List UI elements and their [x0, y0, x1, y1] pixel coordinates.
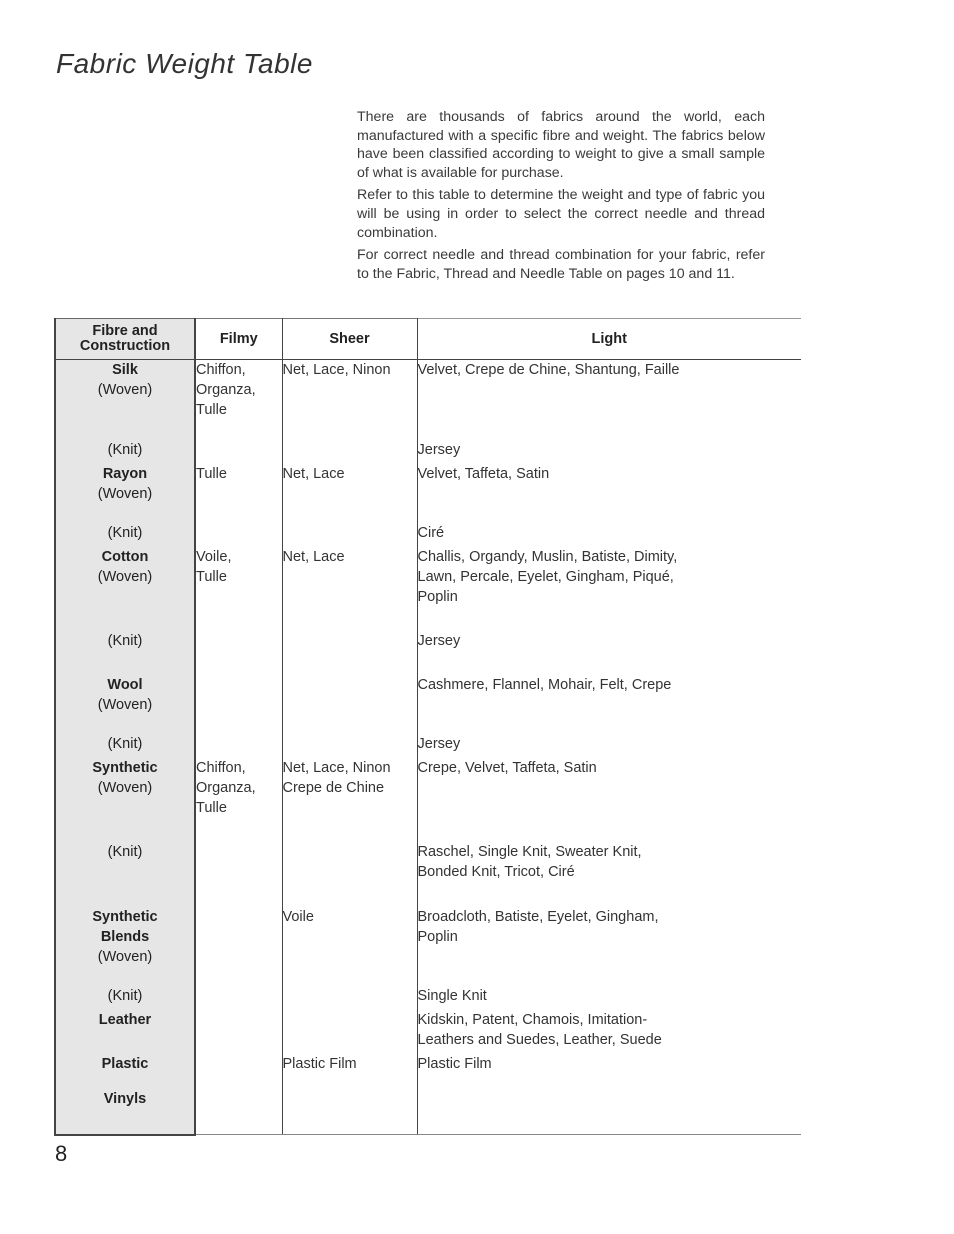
table-row [55, 1089, 801, 1135]
cell-fibre-construction [55, 907, 195, 986]
fibre-name: Synthetic [92, 759, 158, 776]
cell-fibre-construction [55, 842, 195, 907]
cell-fibre-construction [55, 523, 195, 547]
fibre-name: Blends [100, 928, 150, 945]
cell-filmy-line: Tulle [196, 799, 227, 816]
cell-sheer [282, 842, 417, 907]
cell-fibre-construction [55, 1089, 195, 1135]
table-row [55, 907, 801, 986]
fabric-weight-table [54, 318, 801, 1136]
construction-type: (Knit) [107, 843, 143, 860]
cell-filmy [195, 1010, 282, 1054]
cell-filmy [195, 675, 282, 734]
cell-sheer [282, 1010, 417, 1054]
cell-filmy [195, 734, 282, 758]
cell-filmy [195, 631, 282, 675]
cell-light: Jersey [417, 735, 461, 752]
table-row [55, 986, 801, 1010]
header-filmy: Filmy [195, 319, 282, 360]
cell-fibre-construction [55, 547, 195, 631]
cell-filmy-line: Tulle [196, 568, 227, 585]
cell-sheer [282, 1089, 417, 1135]
cell-light [417, 1089, 801, 1135]
cell-fibre-construction [55, 734, 195, 758]
page-number: 8 [55, 1141, 68, 1166]
cell-sheer-line: Net, Lace, Ninon [282, 759, 391, 776]
cell-sheer: Voile [282, 907, 417, 986]
cell-sheer [282, 758, 417, 842]
cell-filmy [195, 1089, 282, 1135]
cell-fibre-construction [55, 1054, 195, 1089]
cell-filmy [195, 842, 282, 907]
cell-light: Crepe, Velvet, Taffeta, Satin [417, 759, 597, 776]
fibre-name: Vinyls [103, 1090, 147, 1107]
construction-type: (Woven) [97, 779, 153, 796]
cell-light [417, 547, 801, 631]
header-sheer: Sheer [282, 319, 417, 360]
intro-paragraph: There are thousands of fabrics around the world, each manufactured with a specific fibre and weight. The fabrics below have been classified according to weight to give a small sample of what is available for purchase. [357, 109, 765, 181]
fibre-name: Wool [107, 676, 143, 693]
cell-sheer [282, 675, 417, 734]
cell-light-line: Bonded Knit, Tricot, Ciré [417, 863, 575, 880]
cell-light [417, 1010, 801, 1054]
intro-text [357, 108, 765, 287]
cell-light-line: Poplin [417, 928, 458, 945]
construction-type: (Woven) [97, 382, 153, 398]
cell-sheer [282, 523, 417, 547]
cell-light [417, 842, 801, 907]
cell-filmy-line: Chiffon, [196, 759, 246, 776]
cell-light: Cashmere, Flannel, Mohair, Felt, Crepe [417, 676, 672, 693]
cell-sheer [282, 986, 417, 1010]
cell-sheer: Net, Lace [282, 464, 417, 523]
cell-filmy [195, 907, 282, 986]
cell-light: Jersey [417, 441, 461, 458]
table-row [55, 464, 801, 523]
cell-light: Jersey [417, 632, 461, 649]
cell-sheer: Plastic Film [282, 1054, 417, 1089]
table-row [55, 523, 801, 547]
cell-filmy-line: Organza, [196, 382, 256, 398]
fibre-name: Synthetic [92, 908, 158, 925]
cell-filmy [195, 758, 282, 842]
cell-sheer [282, 734, 417, 758]
cell-filmy [195, 360, 282, 440]
cell-filmy-line: Tulle [196, 402, 227, 418]
cell-light [417, 907, 801, 986]
construction-type: (Knit) [107, 735, 143, 752]
table-row [55, 1010, 801, 1054]
cell-light-line: Poplin [417, 588, 458, 605]
cell-sheer: Net, Lace, Ninon [282, 360, 417, 440]
cell-light: Single Knit [417, 987, 487, 1004]
fibre-name: Cotton [101, 548, 149, 565]
table-row [55, 360, 801, 440]
fibre-name: Silk [112, 362, 138, 378]
cell-sheer [282, 631, 417, 675]
table-row [55, 675, 801, 734]
fibre-name: Leather [98, 1011, 152, 1028]
cell-light-line: Challis, Organdy, Muslin, Batiste, Dimity, [417, 548, 678, 565]
table-row [55, 734, 801, 758]
cell-light: Ciré [417, 524, 445, 541]
table-row [55, 758, 801, 842]
cell-sheer [282, 440, 417, 464]
cell-fibre-construction [55, 440, 195, 464]
construction-type: (Woven) [97, 948, 153, 965]
cell-sheer: Net, Lace [282, 547, 417, 631]
table-row [55, 631, 801, 675]
construction-type: (Knit) [107, 987, 143, 1004]
cell-filmy [195, 547, 282, 631]
cell-light: Velvet, Crepe de Chine, Shantung, Faille [417, 362, 680, 378]
fibre-name: Rayon [102, 465, 148, 482]
cell-filmy-line: Chiffon, [196, 362, 246, 378]
construction-type: (Knit) [107, 441, 143, 458]
cell-fibre-construction [55, 1010, 195, 1054]
intro-paragraph: For correct needle and thread combination for your fabric, refer to the Fabric, Thread and Needle Table on pages 10 and 11. [357, 247, 765, 282]
cell-light-line: Broadcloth, Batiste, Eyelet, Gingham, [417, 908, 659, 925]
header-fibre-line2: Construction [79, 338, 171, 354]
cell-sheer-line: Crepe de Chine [282, 779, 385, 796]
cell-filmy-line: Voile, [196, 548, 232, 565]
construction-type: (Woven) [97, 696, 153, 713]
cell-filmy [195, 986, 282, 1010]
cell-fibre-construction [55, 986, 195, 1010]
cell-light: Velvet, Taffeta, Satin [417, 465, 550, 482]
cell-light-line: Kidskin, Patent, Chamois, Imitation- [417, 1011, 648, 1028]
cell-filmy-line: Organza, [196, 779, 256, 796]
construction-type: (Knit) [107, 632, 143, 649]
table-header-row [55, 319, 801, 360]
cell-filmy [195, 1054, 282, 1089]
cell-light-line: Raschel, Single Knit, Sweater Knit, [417, 843, 642, 860]
table-row [55, 440, 801, 464]
cell-light: Plastic Film [417, 1055, 492, 1072]
construction-type: (Woven) [97, 568, 153, 585]
cell-filmy: Tulle [195, 464, 282, 523]
table-row [55, 842, 801, 907]
header-fibre-construction [55, 319, 195, 360]
fabric-weight-table-container [54, 318, 800, 1115]
header-light: Light [417, 319, 801, 360]
cell-light-line: Lawn, Percale, Eyelet, Gingham, Piqué, [417, 568, 674, 585]
construction-type: (Knit) [107, 524, 143, 541]
cell-filmy [195, 440, 282, 464]
cell-fibre-construction [55, 464, 195, 523]
page-title: Fabric Weight Table [56, 48, 313, 79]
cell-fibre-construction [55, 360, 195, 440]
cell-filmy [195, 523, 282, 547]
cell-fibre-construction [55, 758, 195, 842]
table-row [55, 1054, 801, 1089]
construction-type: (Woven) [97, 485, 153, 502]
cell-light-line: Leathers and Suedes, Leather, Suede [417, 1031, 662, 1048]
fibre-name: Plastic [101, 1055, 149, 1072]
cell-fibre-construction [55, 675, 195, 734]
cell-fibre-construction [55, 631, 195, 675]
intro-paragraph: Refer to this table to determine the weight and type of fabric you will be using in order to select the correct needle and thread combination. [357, 187, 765, 241]
table-row [55, 547, 801, 631]
header-fibre-line1: Fibre and [92, 323, 158, 339]
